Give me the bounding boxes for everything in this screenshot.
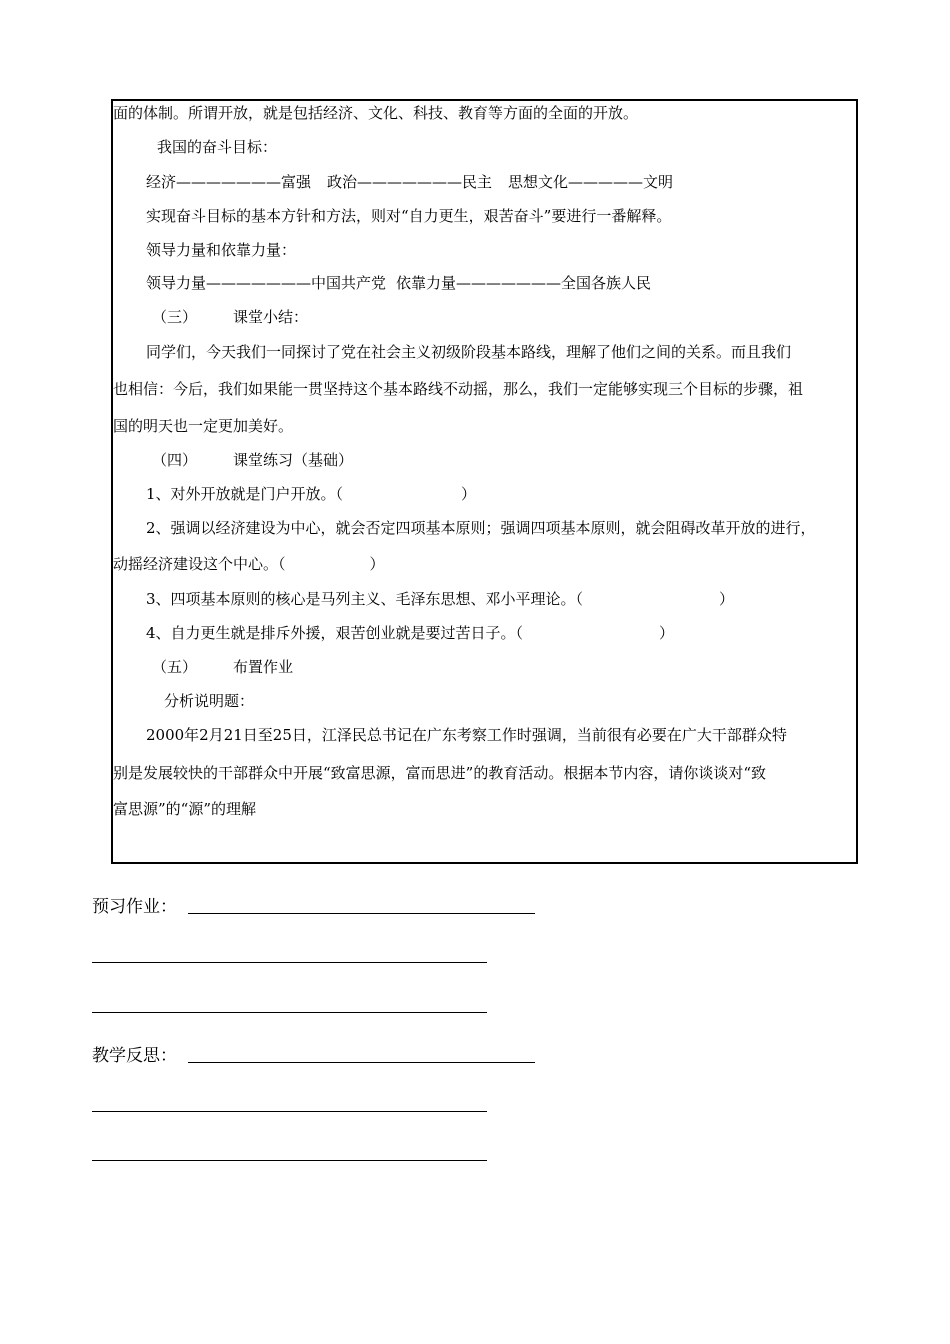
analysis-heading: 分析说明题： (164, 692, 255, 710)
reflection-answer-line-1[interactable] (188, 1062, 535, 1063)
preview-answer-line-2[interactable] (92, 962, 487, 963)
section-5-title: 布置作业 (233, 658, 294, 676)
method-line: 实现奋斗目标的基本方针和方法，则对“自力更生，艰苦奋斗”要进行一番解释。 (146, 207, 672, 225)
exercise-1-text: 1、对外开放就是门户开放。（ (146, 485, 344, 503)
reflection-answer-line-3[interactable] (92, 1160, 487, 1161)
section-4-number: （四） (152, 451, 198, 469)
exercise-2-close: ） (369, 555, 385, 573)
exercise-1 (146, 484, 476, 504)
goal-culture: 思想文化—————文明 (508, 173, 674, 191)
section-3-heading (152, 307, 308, 327)
teaching-reflection-label: 教学反思： (92, 1046, 177, 1066)
forces-line (146, 273, 651, 293)
analysis-line-2: 别是发展较快的干部群众中开展“致富思源，富而思进”的教育活动。根据本节内容，请你谈谈对“致 (113, 764, 767, 782)
exercise-4-text: 4、自力更生就是排斥外援，艰苦创业就是要过苦日子。（ (146, 624, 524, 642)
exercise-4-close: ） (659, 624, 675, 642)
preview-homework-label: 预习作业： (92, 897, 177, 917)
exercise-2-line-2 (113, 554, 385, 574)
section-3-title: 课堂小结： (233, 308, 309, 326)
summary-line-3: 国的明天也一定更加美好。 (113, 417, 294, 435)
section-5-heading (152, 657, 293, 677)
goal-politics: 政治———————民主 (327, 173, 493, 191)
preview-answer-line-1[interactable] (188, 913, 535, 914)
exercise-4 (146, 623, 674, 643)
section-5-number: （五） (152, 658, 198, 676)
summary-line-2: 也相信：今后，我们如果能一贯坚持这个基本路线不动摇，那么，我们一定能够实现三个目标的步骤，祖 (113, 380, 804, 398)
exercise-2-line-1: 2、强调以经济建设为中心，就会否定四项基本原则；强调四项基本原则，就会阻碍改革开放的进行， (146, 519, 816, 537)
reflection-answer-line-2[interactable] (92, 1111, 487, 1112)
goal-economy: 经济———————富强 (146, 173, 312, 191)
text-line-open-policy: 面的体制。所谓开放，就是包括经济、文化、科技、教育等方面的全面的开放。 (113, 104, 639, 122)
exercise-3-text: 3、四项基本原则的核心是马列主义、毛泽东思想、邓小平理论。（ (146, 590, 584, 608)
exercise-3 (146, 589, 734, 609)
force-heading: 领导力量和依靠力量： (146, 241, 297, 259)
goals-line (146, 172, 673, 192)
force-reliance: 依靠力量———————全国各族人民 (396, 274, 652, 292)
section-4-heading (152, 450, 353, 470)
goal-heading: 我国的奋斗目标： (157, 138, 278, 156)
section-3-number: （三） (152, 308, 198, 326)
exercise-1-close: ） (461, 485, 477, 503)
summary-line-1: 同学们，今天我们一同探讨了党在社会主义初级阶段基本路线，理解了他们之间的关系。而且我们 (146, 343, 792, 361)
force-leadership: 领导力量———————中国共产党 (146, 274, 387, 292)
preview-answer-line-3[interactable] (92, 1012, 487, 1013)
exercise-2-text: 动摇经济建设这个中心。（ (113, 555, 286, 573)
exercise-3-close: ） (719, 590, 735, 608)
section-4-title: 课堂练习（基础） (233, 451, 354, 469)
analysis-line-1: 2000年2月21日至25日，江泽民总书记在广东考察工作时强调，当前很有必要在广大干部群众特 (146, 726, 787, 744)
analysis-line-3: 富思源”的“源”的理解 (113, 800, 257, 818)
